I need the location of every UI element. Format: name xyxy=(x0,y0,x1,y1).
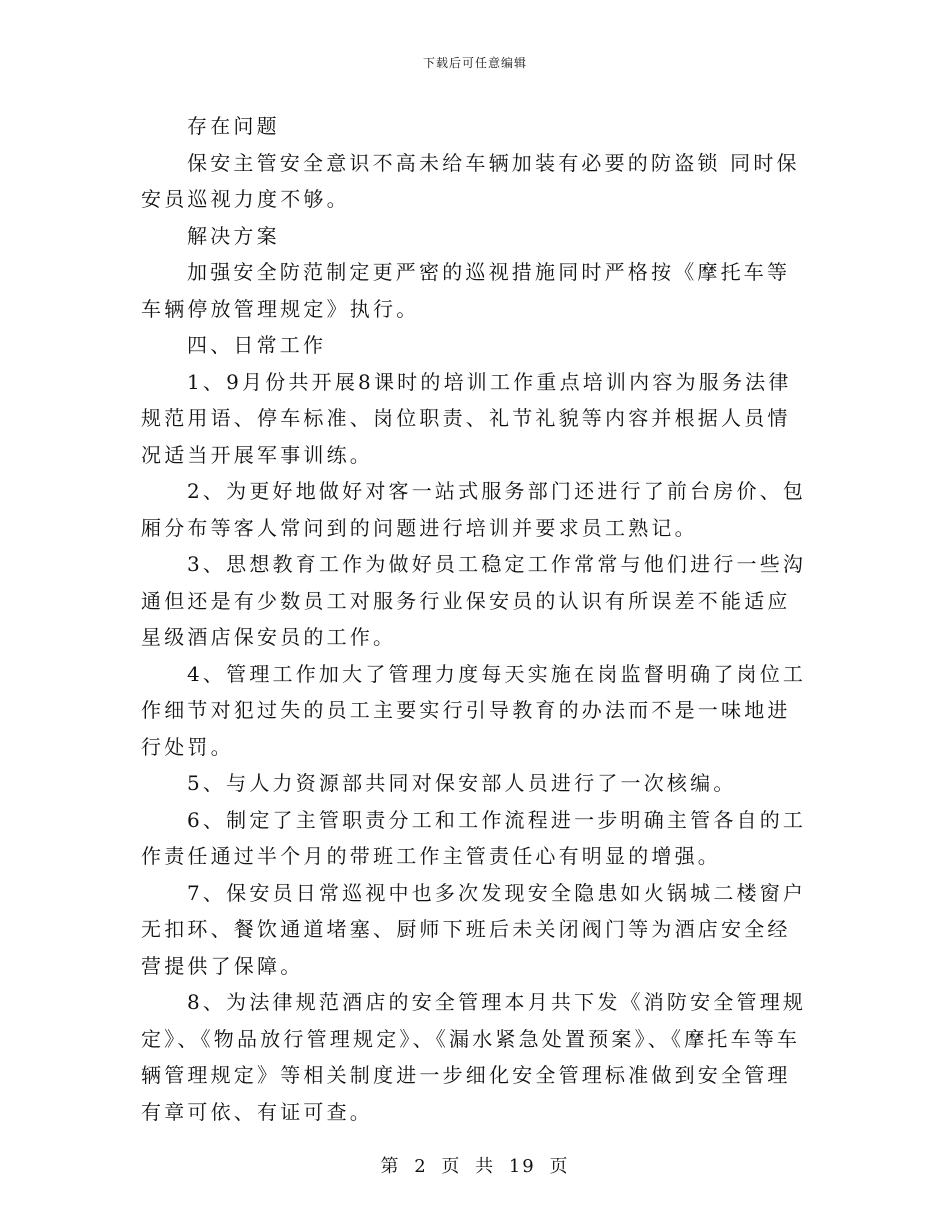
paragraph: 加强安全防范制定更严密的巡视措施同时严格按《摩托车等车辆停放管理规定》执行。 xyxy=(141,260,791,321)
list-item: 7、保安员日常巡视中也多次发现安全隐患如火锅城二楼窗户无扣环、餐饮通道堵塞、厨师下班后未关闭阀门等为酒店安全经营提供了保障。 xyxy=(141,880,807,978)
section-heading-problems: 存在问题 xyxy=(187,114,280,138)
section-heading-solution: 解决方案 xyxy=(187,223,280,248)
list-item: 3、思想教育工作为做好员工稳定工作常常与他们进行一些沟通但还是有少数员工对服务行业保安员的认识有所误差不能适应星级酒店保安员的工作。 xyxy=(141,552,807,649)
list-item: 1、9月份共开展8课时的培训工作重点培训内容为服务法律规范用语、停车标准、岗位职责、礼节礼貌等内容并根据人员情况适当开展军事训练。 xyxy=(141,369,792,467)
list-item: 8、为法律规范酒店的安全管理本月共下发《消防安全管理规定》、《物品放行管理规定》、《漏水紧急处置预案》、《摩托车等车辆管理规定》等相关制度进一步细化安全管理标准做到安全管理有章可依、有证可查。 xyxy=(141,990,807,1124)
list-item: 2、为更好地做好对客一站式服务部门还进行了前台房价、包厢分布等客人常问到的问题进行培训并要求员工熟记。 xyxy=(141,479,807,540)
list-item: 4、管理工作加大了管理力度每天实施在岗监督明确了岗位工作细节对犯过失的员工主要实行引导教育的办法而不是一味地进行处罚。 xyxy=(141,661,807,759)
list-item: 5、与人力资源部共同对保安部人员进行了一次核编。 xyxy=(187,771,737,795)
list-item: 6、制定了主管职责分工和工作流程进一步明确主管各自的工作责任通过半个月的带班工作主管责任心有明显的增强。 xyxy=(141,807,807,868)
page-footer: 第 2 页 共 19 页 xyxy=(380,1156,570,1177)
document-body xyxy=(141,108,813,1130)
paragraph: 保安主管安全意识不高未给车辆加装有必要的防盗锁 同时保安员巡视力度不够。 xyxy=(141,150,800,211)
page-header: 下载后可任意编辑 xyxy=(422,56,527,70)
section-heading-daily-work: 四、日常工作 xyxy=(187,333,327,357)
